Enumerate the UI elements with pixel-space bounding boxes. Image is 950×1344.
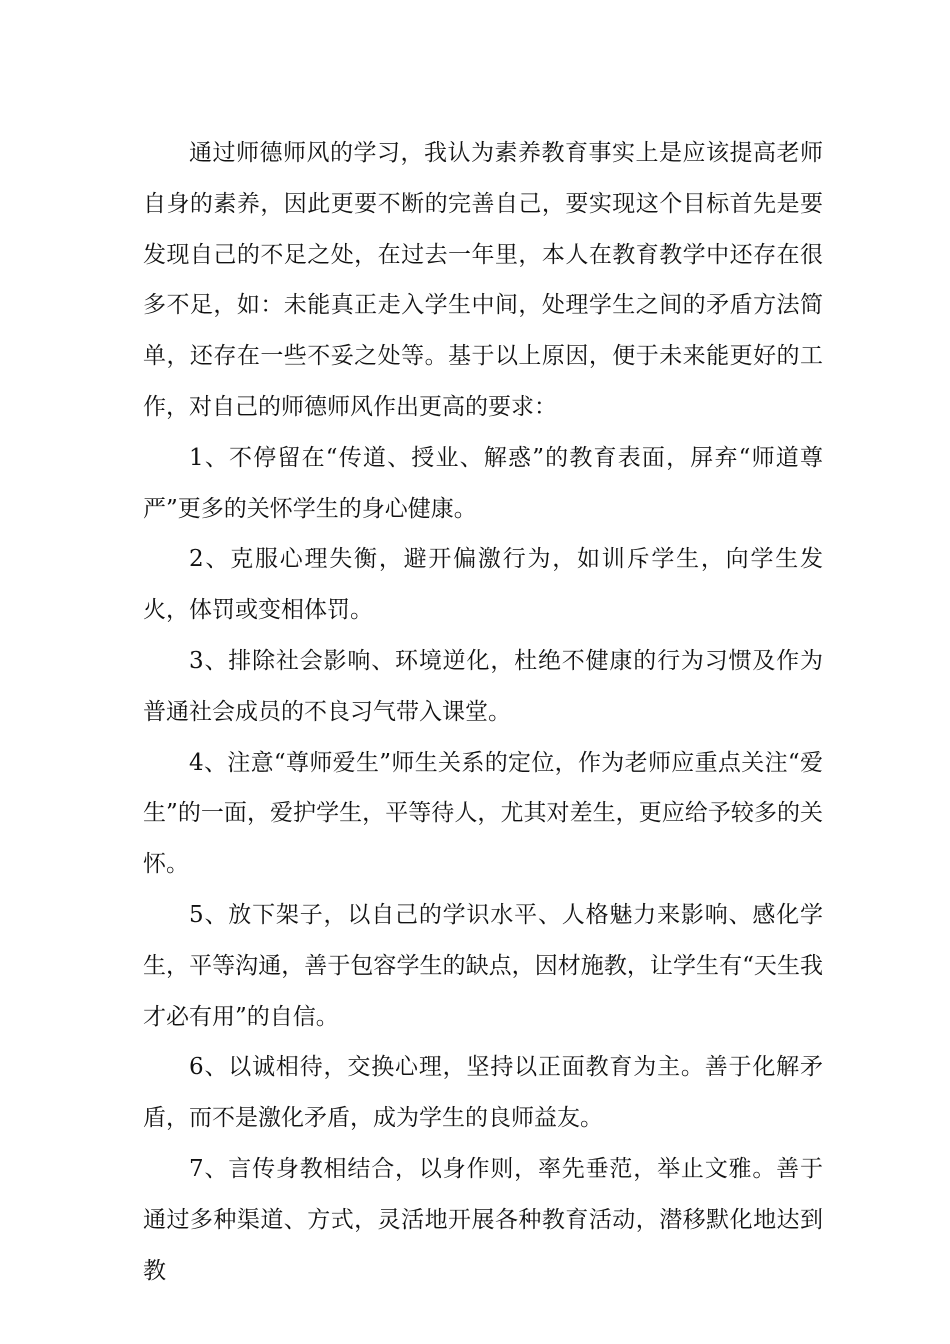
requirement-item-4: 4、注意“尊师爱生”师生关系的定位，作为老师应重点关注“爱生”的一面，爱护学生，平等待人，尤其对差生，更应给予较多的关怀。 xyxy=(143,749,823,878)
requirement-item-2: 2、克服心理失衡，避开偏激行为，如训斥学生，向学生发火，体罚或变相体罚。 xyxy=(143,546,823,624)
document-body xyxy=(143,128,823,1296)
requirement-item-5: 5、放下架子，以自己的学识水平、人格魅力来影响、感化学生，平等沟通，善于包容学生的缺点，因材施教，让学生有“天生我才必有用”的自信。 xyxy=(143,901,823,1030)
requirement-item-6: 6、以诚相待，交换心理，坚持以正面教育为主。善于化解矛盾，而不是激化矛盾，成为学生的良师益友。 xyxy=(143,1054,823,1132)
requirement-item-3: 3、排除社会影响、环境逆化，杜绝不健康的行为习惯及作为普通社会成员的不良习气带入课堂。 xyxy=(143,647,823,725)
requirement-item-1: 1、不停留在“传道、授业、解惑”的教育表面，屏弃“师道尊严”更多的关怀学生的身心健康。 xyxy=(143,444,823,522)
requirement-item-7: 7、言传身教相结合，以身作则，率先垂范，举止文雅。善于通过多种渠道、方式，灵活地开展各种教育活动，潜移默化地达到教 xyxy=(143,1155,823,1284)
intro-paragraph: 通过师德师风的学习，我认为素养教育事实上是应该提高老师自身的素养，因此更要不断的完善自己，要实现这个目标首先是要发现自己的不足之处，在过去一年里，本人在教育教学中还存在很多不足，如：未能真正走入学生中间，处理学生之间的矛盾方法简单，还存在一些不妥之处等。基于以上原因，便于未来能更好的工作，对自己的师德师风作出更高的要求： xyxy=(143,140,823,420)
